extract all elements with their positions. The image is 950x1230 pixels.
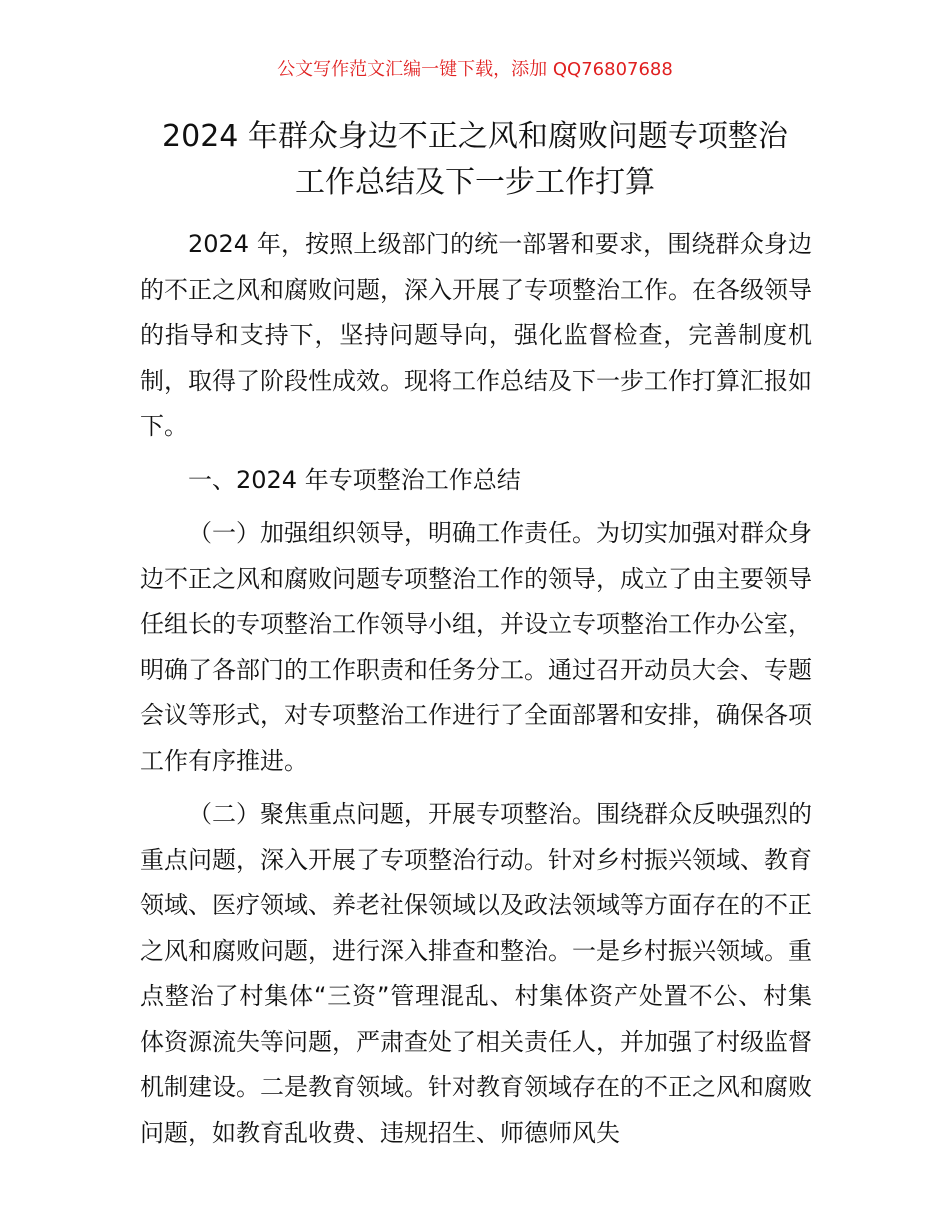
body-paragraph: （二）聚焦重点问题，开展专项整治。围绕群众反映强烈的重点问题，深入开展了专项整治行动。针对乡村振兴领域、教育领域、医疗领域、养老社保领域以及政法领域等方面存在的不正之风和腐败问题，进行深入排查和整治。一是乡村振兴领域。重点整治了村集体“三资”管理混乱、村集体资产处置不公、村集体资源流失等问题，严肃查处了相关责任人，并加强了村级监督机制建设。二是教育领域。针对教育领域存在的不正之风和腐败问题，如教育乱收费、违规招生、师德师风失 (140, 800, 812, 1147)
body-paragraph: （一）加强组织领导，明确工作责任。为切实加强对群众身边不正之风和腐败问题专项整治工作的领导，成立了由主要领导任组长的专项整治工作领导小组，并设立专项整治工作办公室，明确了各部门的工作职责和任务分工。通过召开动员大会、专题会议等形式，对专项整治工作进行了全面部署和安排，确保各项工作有序推进。 (140, 519, 812, 775)
section-heading: 一、2024 年专项整治工作总结 (188, 465, 521, 494)
document-title (0, 114, 950, 206)
title-line-2: 工作总结及下一步工作打算 (295, 165, 655, 200)
title-line-1: 2024 年群众身边不正之风和腐败问题专项整治 (162, 119, 788, 154)
intro-paragraph: 2024 年，按照上级部门的统一部署和要求，围绕群众身边的不正之风和腐败问题，深入开展了专项整治工作。在各级领导的指导和支持下，坚持问题导向，强化监督检查，完善制度机制，取得了阶段性成效。现将工作总结及下一步工作打算汇报如下。 (140, 230, 812, 440)
document-body (140, 214, 812, 1156)
download-banner[interactable]: 公文写作范文汇编一键下载，添加 QQ76807688 (277, 59, 673, 80)
